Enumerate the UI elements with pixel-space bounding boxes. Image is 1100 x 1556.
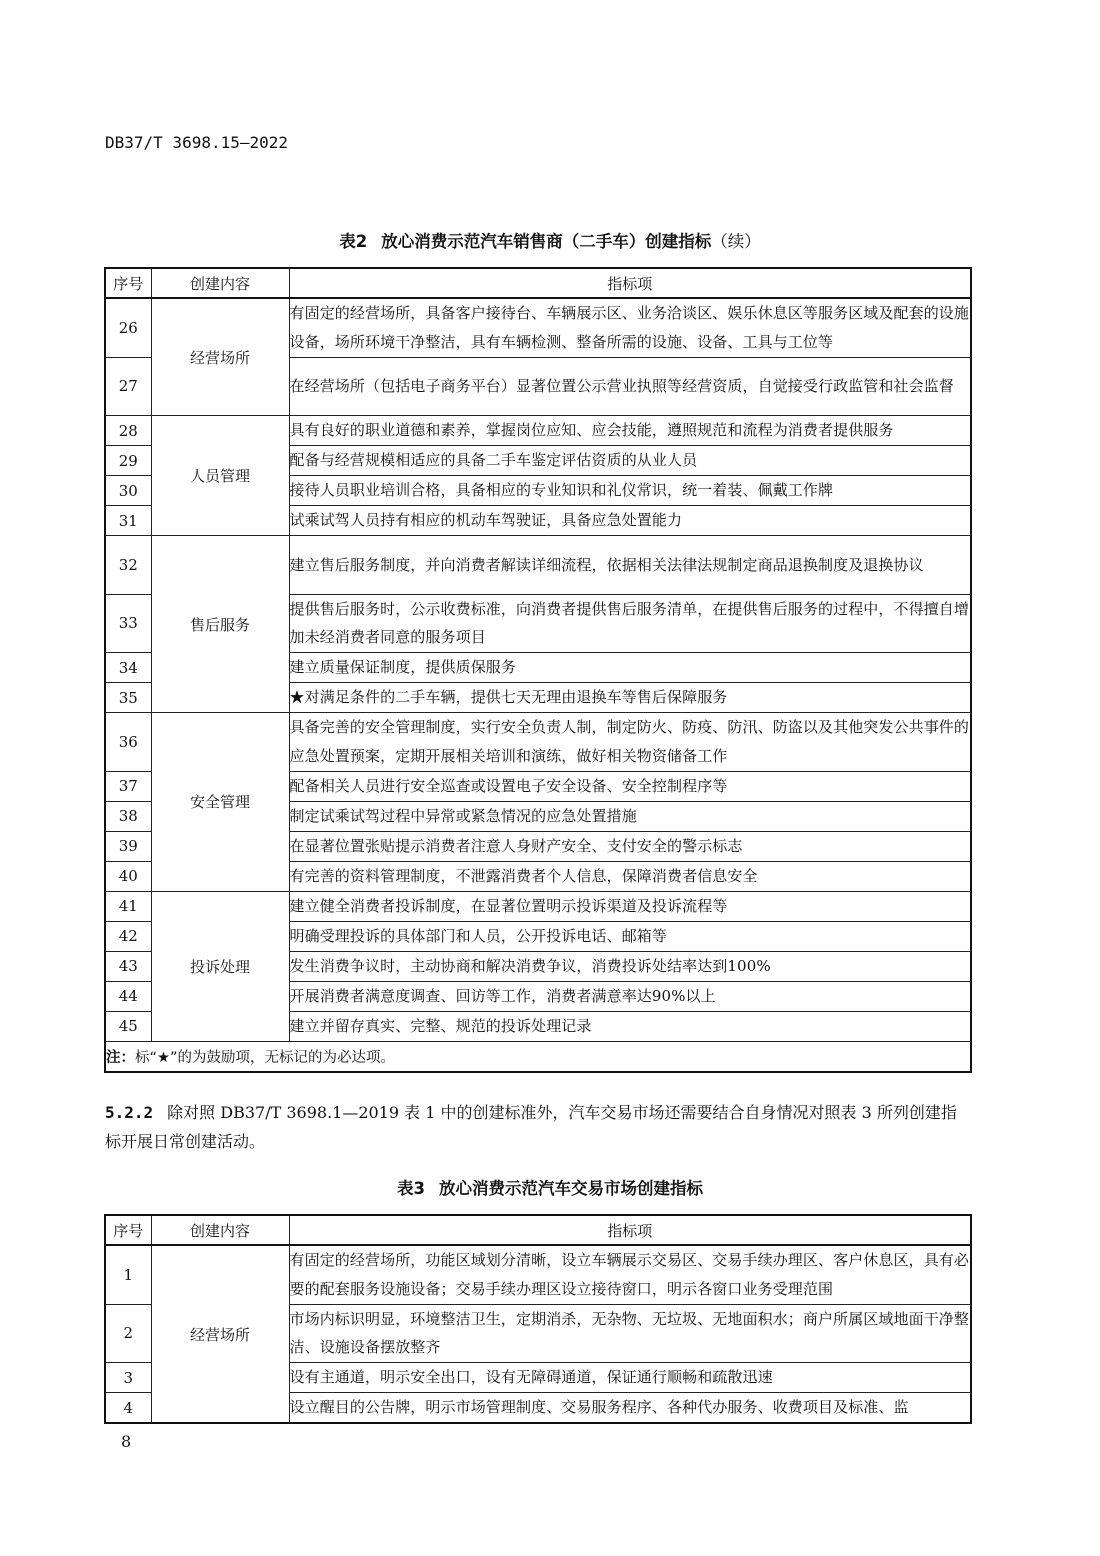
category-cell: 经营场所 (151, 1245, 289, 1423)
indicator-text: 建立并留存真实、完整、规范的投诉处理记录 (289, 1011, 971, 1041)
table-row (105, 416, 971, 446)
indicator-text: 在经营场所（包括电子商务平台）显著位置公示营业执照等经营资质，自觉接受行政监管和社会监督 (289, 357, 971, 416)
table3 (104, 1214, 972, 1424)
table3-header-row (105, 1215, 971, 1245)
row-number: 38 (105, 801, 151, 831)
row-number: 31 (105, 506, 151, 536)
table-row (105, 713, 971, 772)
row-number: 26 (105, 298, 151, 357)
row-number: 36 (105, 713, 151, 772)
indicator-text: 制定试乘试驾过程中异常或紧急情况的应急处置措施 (289, 801, 971, 831)
row-number: 32 (105, 536, 151, 595)
table-row (105, 298, 971, 357)
indicator-text: 开展消费者满意度调查、回访等工作，消费者满意率达90%以上 (289, 981, 971, 1011)
clause-number: 5.2.2 (105, 1103, 154, 1122)
indicator-text: 具备完善的安全管理制度，实行安全负责人制，制定防火、防疫、防汛、防盗以及其他突发公共事件的应急处置预案，定期开展相关培训和演练，做好相关物资储备工作 (289, 713, 971, 772)
column-header-indicator: 指标项 (289, 1215, 971, 1245)
indicator-text: 有固定的经营场所，功能区域划分清晰，设立车辆展示交易区、交易手续办理区、客户休息区，具有必要的配套服务设施设备；交易手续办理区设立接待窗口，明示各窗口业务受理范围 (289, 1245, 971, 1304)
indicator-text: 明确受理投诉的具体部门和人员，公开投诉电话、邮箱等 (289, 921, 971, 951)
row-number: 35 (105, 683, 151, 713)
document-id: DB37/T 3698.15—2022 (105, 133, 289, 152)
table2-caption-label: 表2 (339, 232, 368, 251)
row-number: 41 (105, 891, 151, 921)
table-row (105, 1245, 971, 1304)
indicator-text: 试乘试驾人员持有相应的机动车驾驶证，具备应急处置能力 (289, 506, 971, 536)
category-cell: 人员管理 (151, 416, 289, 536)
row-number: 30 (105, 476, 151, 506)
row-number: 1 (105, 1245, 151, 1304)
row-number: 27 (105, 357, 151, 416)
table3-caption-label: 表3 (397, 1179, 425, 1198)
row-number: 40 (105, 861, 151, 891)
table2 (104, 267, 972, 1073)
row-number: 39 (105, 831, 151, 861)
column-header-number: 序号 (105, 268, 151, 298)
column-header-category: 创建内容 (151, 268, 289, 298)
row-number: 34 (105, 653, 151, 683)
indicator-text: 有固定的经营场所，具备客户接待台、车辆展示区、业务洽谈区、娱乐休息区等服务区域及配套的设施设备，场所环境干净整洁，具有车辆检测、整备所需的设施、设备、工具与工位等 (289, 298, 971, 357)
table-note (105, 1041, 971, 1072)
note-label: 注： (106, 1049, 135, 1066)
indicator-text: ★对满足条件的二手车辆，提供七天无理由退换车等售后保障服务 (289, 683, 971, 713)
row-number: 2 (105, 1304, 151, 1363)
table2-caption (0, 228, 1100, 252)
indicator-text: 具有良好的职业道德和素养，掌握岗位应知、应会技能，遵照规范和流程为消费者提供服务 (289, 416, 971, 446)
table3-caption (0, 1175, 1100, 1199)
table-note-row (105, 1041, 971, 1072)
indicator-text: 建立健全消费者投诉制度，在显著位置明示投诉渠道及投诉流程等 (289, 891, 971, 921)
note-text: 标“★”的为鼓励项，无标记的为必达项。 (135, 1049, 396, 1066)
table2-caption-continued: （续） (711, 232, 761, 251)
indicator-text: 市场内标识明显，环境整洁卫生，定期消杀，无杂物、无垃圾、无地面积水；商户所属区域地面干净整洁、设施设备摆放整齐 (289, 1304, 971, 1363)
indicator-text: 配备相关人员进行安全巡查或设置电子安全设备、安全控制程序等 (289, 771, 971, 801)
row-number: 44 (105, 981, 151, 1011)
indicator-text: 发生消费争议时，主动协商和解决消费争议，消费投诉处结率达到100% (289, 951, 971, 981)
indicator-text: 有完善的资料管理制度，不泄露消费者个人信息，保障消费者信息安全 (289, 861, 971, 891)
table3-caption-title: 放心消费示范汽车交易市场创建指标 (438, 1179, 703, 1198)
row-number: 33 (105, 594, 151, 653)
column-header-indicator: 指标项 (289, 268, 971, 298)
row-number: 28 (105, 416, 151, 446)
table2-header-row (105, 268, 971, 298)
indicator-text: 设有主通道，明示安全出口，设有无障碍通道，保证通行顺畅和疏散迅速 (289, 1363, 971, 1393)
clause-text: 除对照 DB37/T 3698.1—2019 表 1 中的创建标准外，汽车交易市场还需要结合自身情况对照表 3 所列创建指标开展日常创建活动。 (105, 1103, 957, 1151)
category-cell: 经营场所 (151, 298, 289, 416)
indicator-text: 建立质量保证制度，提供质保服务 (289, 653, 971, 683)
indicator-text: 建立售后服务制度，并向消费者解读详细流程，依据相关法律法规制定商品退换制度及退换协议 (289, 536, 971, 595)
row-number: 37 (105, 771, 151, 801)
indicator-text: 接待人员职业培训合格，具备相应的专业知识和礼仪常识，统一着装、佩戴工作牌 (289, 476, 971, 506)
table2-caption-title: 放心消费示范汽车销售商（二手车）创建指标 (381, 232, 712, 251)
table-row (105, 536, 971, 595)
row-number: 42 (105, 921, 151, 951)
indicator-text: 在显著位置张贴提示消费者注意人身财产安全、支付安全的警示标志 (289, 831, 971, 861)
clause-paragraph (105, 1098, 971, 1156)
row-number: 45 (105, 1011, 151, 1041)
row-number: 29 (105, 446, 151, 476)
category-cell: 售后服务 (151, 536, 289, 713)
indicator-text: 设立醒目的公告牌，明示市场管理制度、交易服务程序、各种代办服务、收费项目及标准、监 (289, 1393, 971, 1424)
row-number: 3 (105, 1363, 151, 1393)
column-header-number: 序号 (105, 1215, 151, 1245)
table-row (105, 891, 971, 921)
category-cell: 安全管理 (151, 713, 289, 892)
category-cell: 投诉处理 (151, 891, 289, 1041)
indicator-text: 配备与经营规模相适应的具备二手车鉴定评估资质的从业人员 (289, 446, 971, 476)
column-header-category: 创建内容 (151, 1215, 289, 1245)
page-number: 8 (121, 1432, 132, 1451)
row-number: 43 (105, 951, 151, 981)
indicator-text: 提供售后服务时，公示收费标准，向消费者提供售后服务清单，在提供售后服务的过程中，不得擅自增加未经消费者同意的服务项目 (289, 594, 971, 653)
row-number: 4 (105, 1393, 151, 1424)
